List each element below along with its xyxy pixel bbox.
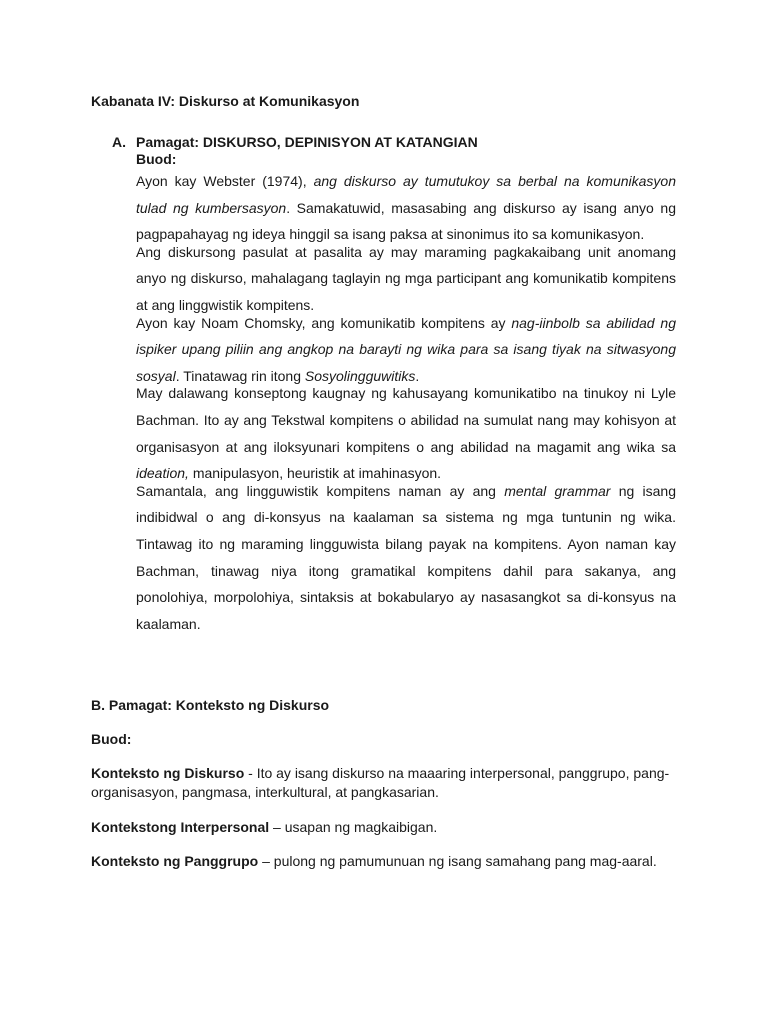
definition-term: Kontekstong Interpersonal <box>91 819 270 835</box>
paragraph-webster <box>136 168 676 248</box>
section-b-title: B. Pamagat: Konteksto ng Diskurso <box>91 697 330 713</box>
definition-text: – usapan ng magkaibigan. <box>269 819 438 835</box>
text-run: Samantala, ang lingguwistik kompitens naman ay ang <box>136 482 505 499</box>
text-run: . Samakatuwid, masasabing ang diskurso ay isang anyo ng pagpapahayag ng ideya hinggil sa isang paksa at sinonimus ito sa komunikasyon. <box>136 199 676 243</box>
definition-konteksto-ng-panggrupo <box>91 852 681 871</box>
paragraph-lingguwistik <box>136 478 676 638</box>
paragraph-bachman <box>136 380 676 486</box>
section-a-title: Pamagat: DISKURSO, DEPINISYON AT KATANGIAN <box>136 134 478 150</box>
section-a-buod-heading: Buod: <box>136 151 177 167</box>
definition-kontekstong-interpersonal <box>91 818 681 837</box>
italic-text: nag-iinbolb sa abilidad ng ispiker upang piliin ang angkop na barayti ng wika para sa isang tiyak na sitwasyong sosyal <box>136 314 676 384</box>
text-run: ng isang indibidwal o ang di-konsyus na kaalaman sa sistema ng mga tuntunin ng wika. Tintawag ito ng maraming lingguwista bilang payak na kompitens. Ayon naman kay Bachman, tinawag niya itong gramatikal kompitens dahil para sakanya, ang ponolohiya, morpolohiya, sintaksis at bokabularyo ay nasasangkot sa di-konsyus na kaalaman. <box>136 482 677 632</box>
text-run: manipulasyon, heuristik at imahinasyon. <box>188 465 442 482</box>
italic-text: mental grammar <box>504 482 611 499</box>
text-run: Ayon kay Webster (1974), <box>136 173 314 189</box>
italic-text: ideation, <box>136 465 189 482</box>
paragraph-chomsky <box>136 310 676 390</box>
section-a-letter: A. <box>112 134 126 150</box>
text-run: May dalawang konseptong kaugnay ng kahusayang komunikatibo na tinukoy ni Lyle Bachman. Ito ay ang Tekstwal kompitens o abilidad na sumulat nang may kohisyon at organisasyon at ang iloksyunari kompitens o ang abilidad na magamit ang wika sa <box>136 385 676 455</box>
definition-term: Konteksto ng Diskurso <box>91 765 245 781</box>
italic-text: ang diskurso ay tumutukoy sa berbal na komunikasyon tulad ng kumbersasyon <box>136 173 676 216</box>
text-run: . Tinatawag rin itong <box>175 367 305 384</box>
definition-term: Konteksto ng Panggrupo <box>91 853 259 869</box>
italic-text: Sosyolingguwitiks <box>304 367 416 384</box>
text-run: Ayon kay Noam Chomsky, ang komunikatib kompitens ay <box>136 314 512 331</box>
section-b-buod-heading: Buod: <box>91 731 132 747</box>
chapter-title: Kabanata IV: Diskurso at Komunikasyon <box>91 93 360 109</box>
definition-konteksto-ng-diskurso <box>91 764 681 802</box>
definition-text: - Ito ay isang diskurso na maaaring interpersonal, panggrupo, pang-organisasyon, pangmasa, interkultural, at pangkasarian. <box>91 765 670 800</box>
paragraph-diskursong: Ang diskursong pasulat at pasalita ay may maraming pagkakaibang unit anomang anyo ng diskurso, mahalagang taglayin ng mga participant ang komunikatib kompitens at ang linggwistik kompitens. <box>136 243 676 313</box>
section-a-body <box>136 168 676 637</box>
text-run: . <box>415 367 420 384</box>
definition-text: – pulong ng pamumunuan ng isang samahang pang mag-aaral. <box>258 853 657 869</box>
